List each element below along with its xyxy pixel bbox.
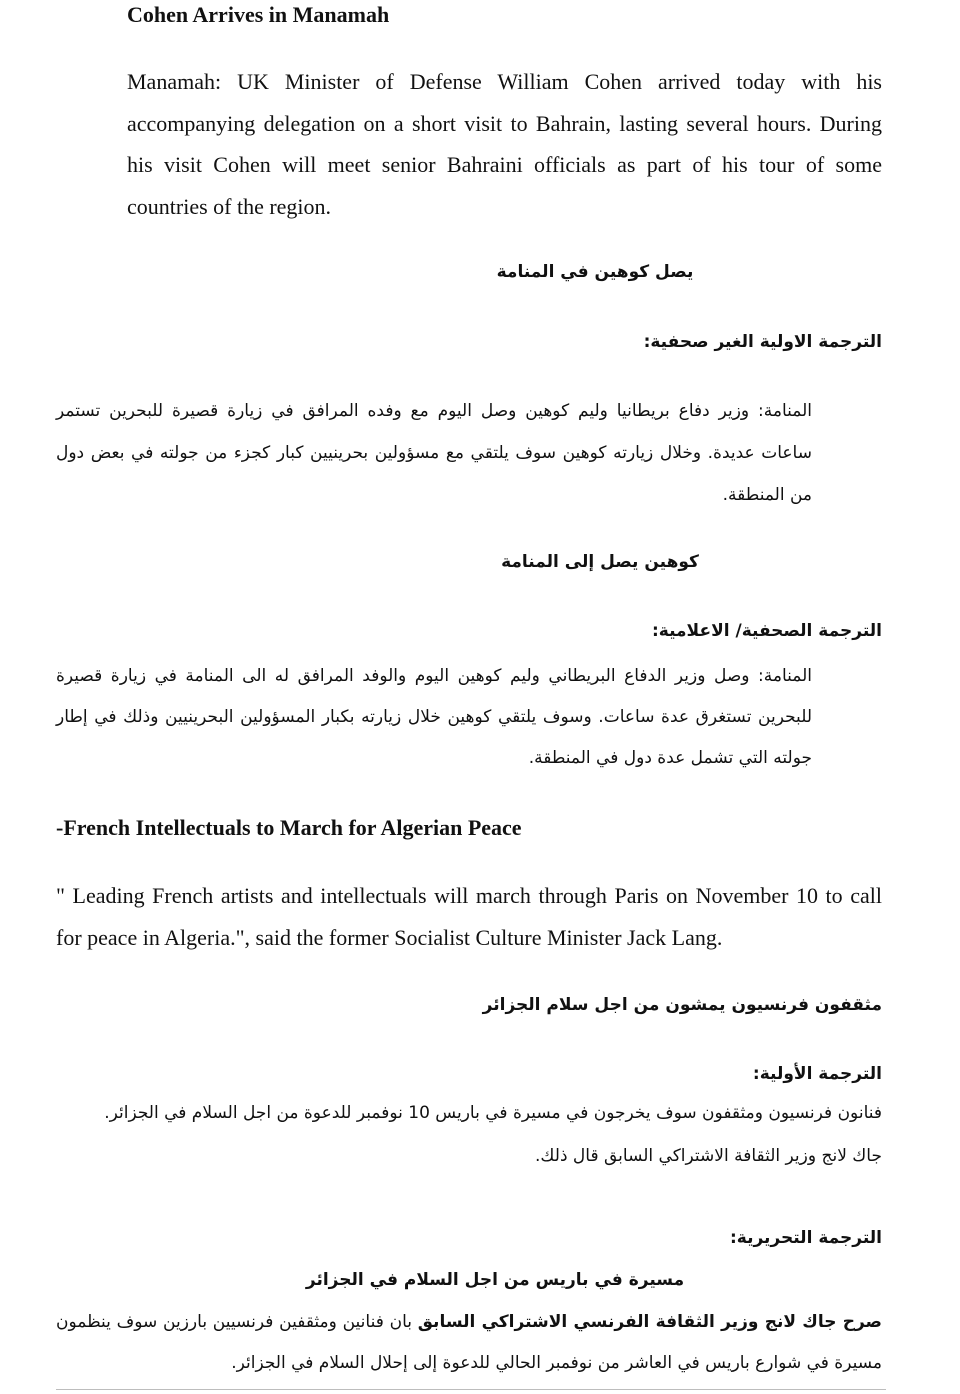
article-title-cohen: Cohen Arrives in Manamah <box>127 2 390 27</box>
arabic-title-cohen: يصل كوهين في المنامة <box>496 262 694 282</box>
editorial-translation-body <box>56 1302 882 1384</box>
journalistic-translation-body: المنامة: وصل وزير الدفاع البريطاني وليم كوهين اليوم والوفد المرافق له الى المنامة في زيارة قصيرة للبحرين تستغرق عدة ساعات. وسوف يلتقي كوهين خلال زيارته بكبار المسؤولين البحرينيين وذلك في إطار جولته التي تشمل عدة دول في المنطقة. <box>56 666 812 768</box>
arabic-title-cohen-journalistic: كوهين يصل إلى المنامة <box>501 552 699 572</box>
article-title-french-intellectuals: -French Intellectuals to March for Algerian Peace <box>56 815 522 840</box>
article-body-cohen: Manamah: UK Minister of Defense William Cohen arrived today with his accompanying delegation on a short visit to Bahrain, lasting several hours. During his visit Cohen will meet senior Bahraini officials as part of his tour of some countries of the region. <box>127 69 882 219</box>
heading-journalistic-translation: الترجمة الصحفية/ الاعلامية: <box>651 621 882 641</box>
editorial-translation-title: مسيرة في باريس من اجل السلام في الجزائر <box>305 1270 685 1290</box>
nonjournalistic-translation-body: المنامة: وزير دفاع بريطانيا وليم كوهين وصل اليوم مع وفده المرافق في زيارة قصيرة للبحرين تستمر ساعات عديدة. وخلال زيارته كوهين سوف يلتقي مع مسؤولين بحرينيين كبار كجزء من جولته في بعض دول من المنطقة. <box>56 401 812 505</box>
arabic-title-french-intellectuals: مثقفون فرنسيون يمشون من اجل سلام الجزائر <box>482 995 882 1015</box>
initial-translation-line-1: فنانون فرنسيون ومثقفون سوف يخرجون في مسيرة في باريس 10 نوفمبر للدعوة من اجل السلام في الجزائر. <box>104 1103 882 1123</box>
heading-editorial-translation: الترجمة التحريرية: <box>729 1228 882 1248</box>
editorial-rest-text: بان فنانين ومثقفين فرنسيين بارزين سوف ينظمون مسيرة في شوارع باريس في العاشر من نوفمبر الحالي للدعوة إلى إحلال السلام في الجزائر. <box>56 1312 882 1373</box>
heading-initial-translation: الترجمة الأولية: <box>752 1064 882 1084</box>
article-body-french-intellectuals: " Leading French artists and intellectuals will march through Paris on November 10 to call for peace in Algeria.", said the former Socialist Culture Minister Jack Lang. <box>56 883 882 950</box>
page-bottom-rule <box>56 1389 886 1390</box>
heading-nonjournalistic-translation: الترجمة الاولية الغير صحفية: <box>643 332 882 352</box>
editorial-lead-statement: صرح جاك لانج وزير الثقافة الفرنسي الاشتراكي السابق <box>417 1312 882 1332</box>
initial-translation-line-2: جاك لانج وزير الثقافة الاشتراكي السابق قال ذلك. <box>535 1146 882 1166</box>
